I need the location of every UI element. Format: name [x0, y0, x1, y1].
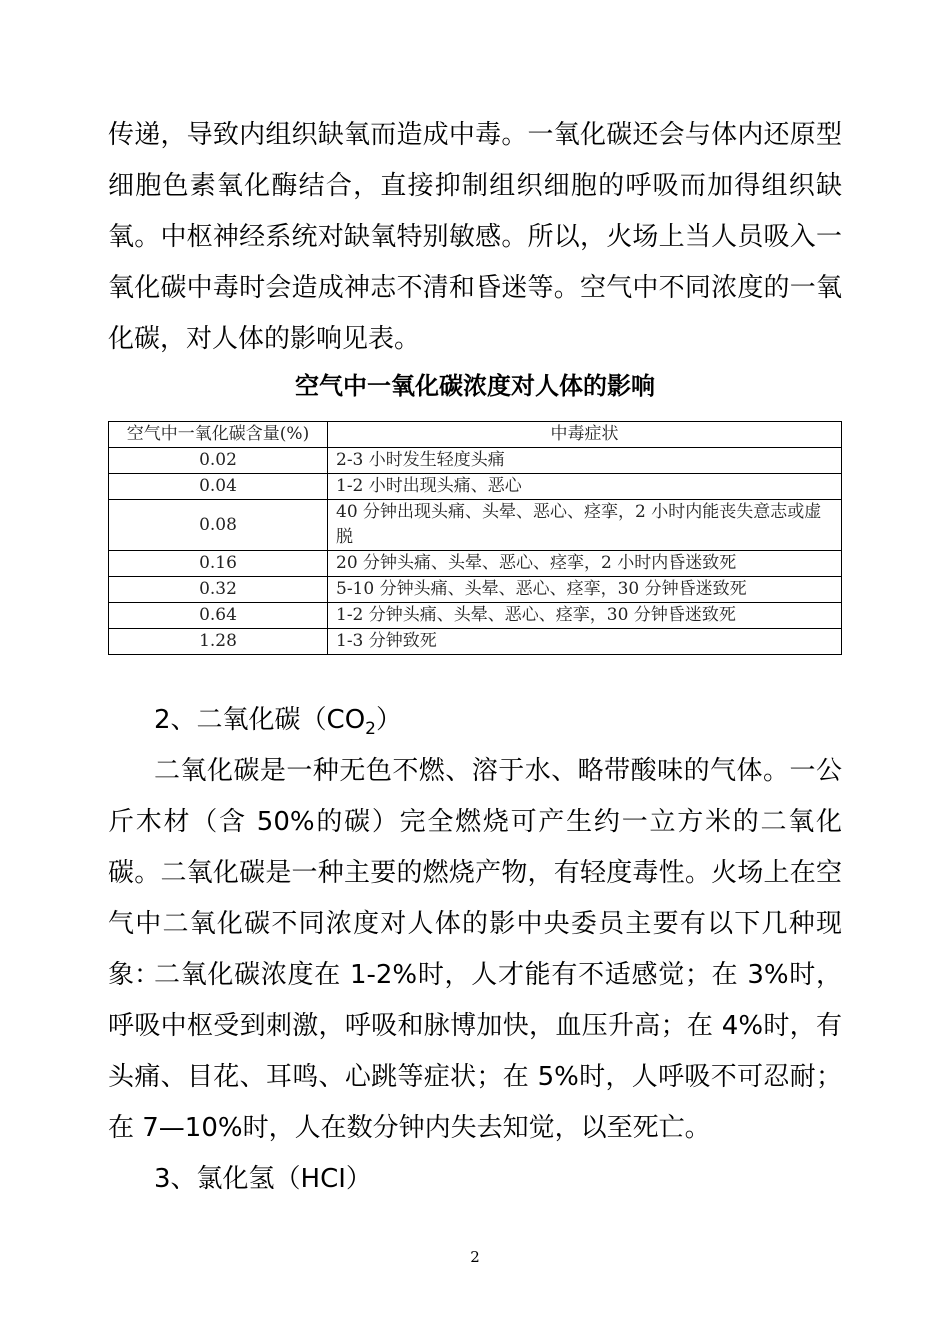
- cell-concentration: 1.28: [109, 629, 328, 655]
- co2-description-paragraph: 二氧化碳是一种无色不燃、溶于水、略带酸味的气体。一公斤木材（含 50%的碳）完全燃烧可产生约一立方米的二氧化碳。二氧化碳是一种主要的燃烧产物，有轻度毒性。火场上在空气中二氧化碳不同浓度对人体的影中央委员主要有以下几种现象：: [108, 756, 842, 990]
- co2-heading-suffix: ）: [376, 705, 403, 735]
- cell-symptoms: 40 分钟出现头痛、头晕、恶心、痉挛，2 小时内能丧失意志或虚脱: [328, 500, 842, 551]
- cell-concentration: 0.16: [109, 551, 328, 577]
- table-row: [109, 577, 842, 603]
- hcl-heading: 3、氯化氢（HCI）: [154, 1164, 372, 1194]
- cell-concentration: 0.32: [109, 577, 328, 603]
- cell-symptoms: 1-2 分钟头痛、头晕、恶心、痉挛，30 分钟昏迷致死: [328, 603, 842, 629]
- table-row: [109, 448, 842, 474]
- cell-symptoms: 20 分钟头痛、头晕、恶心、痉挛，2 小时内昏迷致死: [328, 551, 842, 577]
- co2-subscript: 2: [365, 719, 376, 739]
- cell-concentration: 0.02: [109, 448, 328, 474]
- co2-effects-paragraph: 二氧化碳浓度在 1-2%时，人才能有不适感觉；在 3%时，呼吸中枢受到刺激，呼吸和脉博加快，血压升高；在 4%时，有头痛、目花、耳鸣、心跳等症状；在 5%时，人呼吸不可忍耐；在 7—10%时，人在数分钟内失去知觉，以至死亡。: [108, 960, 842, 1143]
- intro-paragraph: 传递，导致内组织缺氧而造成中毒。一氧化碳还会与体内还原型细胞色素氧化酶结合，直接抑制组织细胞的呼吸而加得组织缺氧。中枢神经系统对缺氧特别敏感。所以，火场上当人员吸入一氧化碳中毒时会造成神志不清和昏迷等。空气中不同浓度的一氧化碳，对人体的影响见表。: [108, 120, 842, 354]
- cell-concentration: 0.04: [109, 474, 328, 500]
- co-concentration-table: [108, 421, 842, 655]
- cell-symptoms: 1-2 小时出现头痛、恶心: [328, 474, 842, 500]
- header-concentration: 空气中一氧化碳含量(%): [109, 422, 328, 448]
- table-row: [109, 629, 842, 655]
- table-row: [109, 500, 842, 551]
- cell-concentration: 0.64: [109, 603, 328, 629]
- table-row: [109, 474, 842, 500]
- cell-symptoms: 1-3 分钟致死: [328, 629, 842, 655]
- table-header-row: [109, 422, 842, 448]
- table-row: [109, 603, 842, 629]
- co2-heading: [108, 695, 842, 746]
- cell-symptoms: 2-3 小时发生轻度头痛: [328, 448, 842, 474]
- table-row: [109, 551, 842, 577]
- page-number: 2: [470, 1248, 480, 1266]
- co2-heading-prefix: 2、二氧化碳（CO: [154, 705, 366, 735]
- cell-symptoms: 5-10 分钟头痛、头晕、恶心、痉挛，30 分钟昏迷致死: [328, 577, 842, 603]
- header-symptoms: 中毒症状: [328, 422, 842, 448]
- table-title: 空气中一氧化碳浓度对人体的影响: [295, 372, 655, 400]
- cell-concentration: 0.08: [109, 500, 328, 551]
